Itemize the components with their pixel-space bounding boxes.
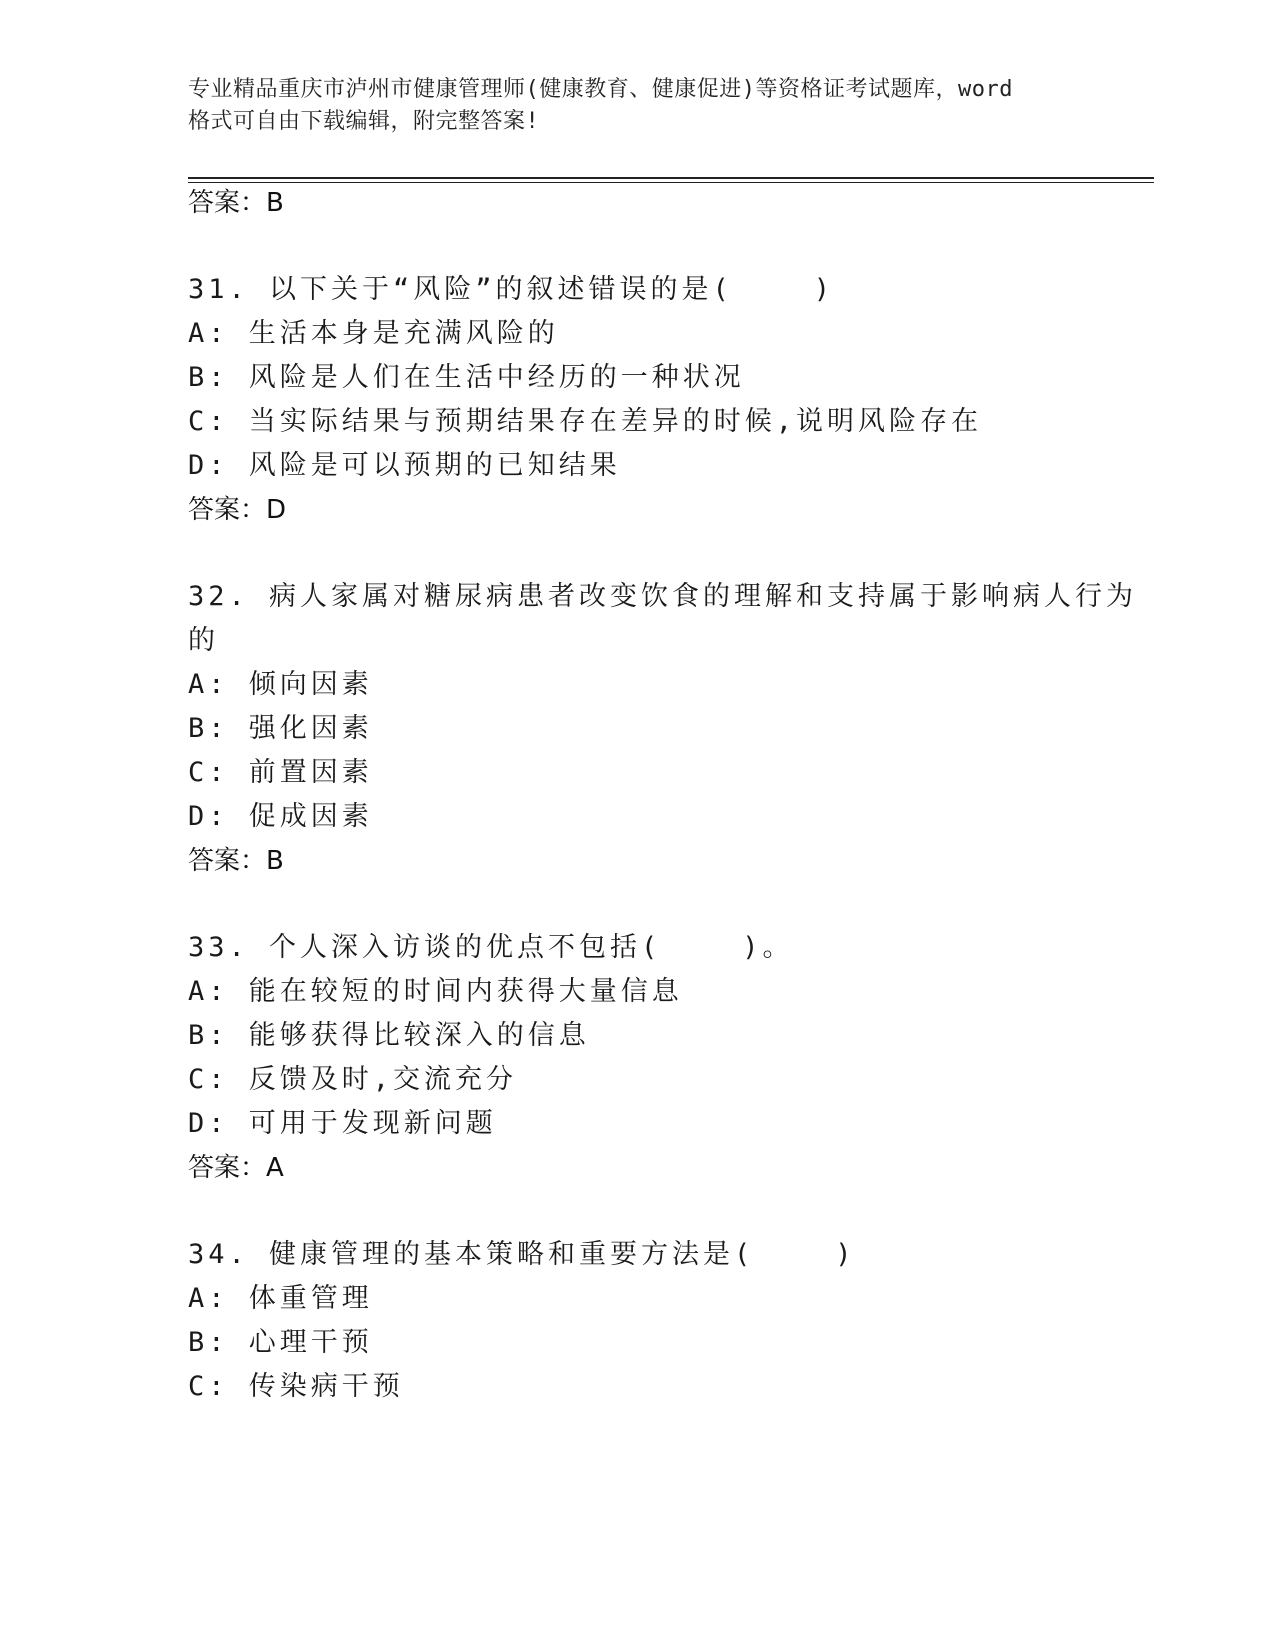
question-34-option-b: B: 心理干预	[188, 1327, 373, 1358]
question-31-stem: 31. 以下关于“风险”的叙述错误的是( )	[188, 274, 835, 305]
question-32-stem: 32. 病人家属对糖尿病患者改变饮食的理解和支持属于影响病人行为	[188, 581, 1138, 612]
question-33-option-d: D: 可用于发现新问题	[188, 1108, 497, 1139]
question-31-option-d: D: 风险是可以预期的已知结果	[188, 450, 621, 481]
question-31-option-c: C: 当实际结果与预期结果存在差异的时候,说明风险存在	[188, 406, 983, 437]
question-32-option-d: D: 促成因素	[188, 801, 373, 832]
question-34-stem: 34. 健康管理的基本策略和重要方法是( )	[188, 1239, 856, 1270]
header-line-2: 格式可自由下载编辑，附完整答案!	[188, 109, 540, 134]
question-32-stem-cont: 的	[188, 625, 219, 656]
question-32-option-c: C: 前置因素	[188, 757, 373, 788]
question-31-option-a: A: 生活本身是充满风险的	[188, 318, 559, 349]
question-32-option-b: B: 强化因素	[188, 713, 373, 744]
question-33-stem: 33. 个人深入访谈的优点不包括( )。	[188, 932, 794, 963]
question-33-option-a: A: 能在较短的时间内获得大量信息	[188, 976, 683, 1007]
header-divider-thin	[188, 182, 1154, 183]
question-33-option-b: B: 能够获得比较深入的信息	[188, 1020, 590, 1051]
question-32-answer: 答案：B	[188, 846, 284, 876]
question-31-answer: 答案：D	[188, 495, 287, 525]
question-34-option-a: A: 体重管理	[188, 1283, 373, 1314]
question-33-option-c: C: 反馈及时,交流充分	[188, 1064, 518, 1095]
answer-prev: 答案：B	[188, 188, 284, 218]
question-34-option-c: C: 传染病干预	[188, 1371, 404, 1402]
header-line-1: 专业精品重庆市泸州市健康管理师(健康教育、健康促进)等资格证考试题库，word	[188, 77, 1013, 102]
question-32-option-a: A: 倾向因素	[188, 669, 373, 700]
question-31-option-b: B: 风险是人们在生活中经历的一种状况	[188, 362, 745, 393]
question-33-answer: 答案：A	[188, 1153, 284, 1183]
document-header	[188, 74, 1088, 138]
header-divider-thick	[188, 177, 1154, 179]
